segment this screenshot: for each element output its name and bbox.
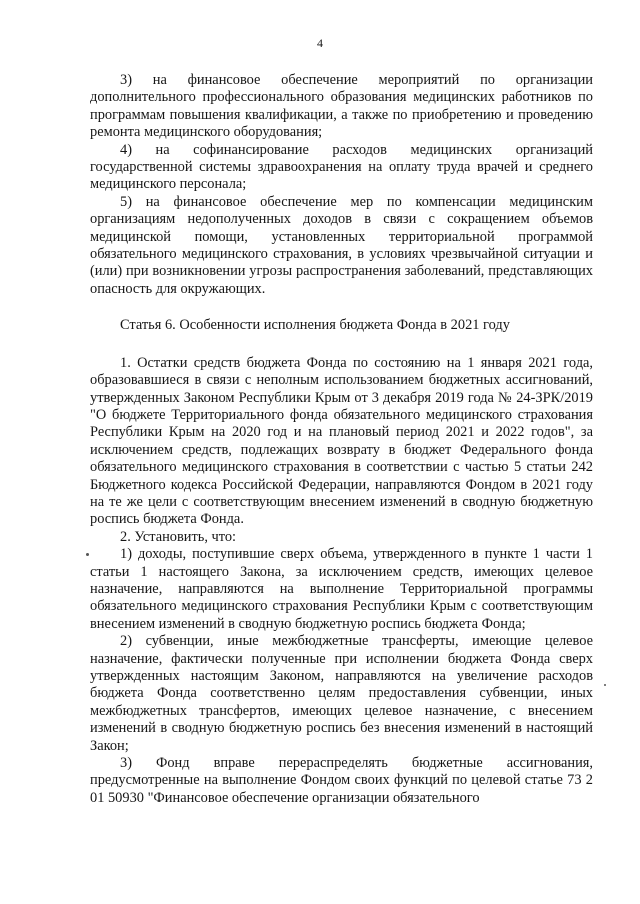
page-number: 4 <box>317 36 323 50</box>
paragraph-clause-1: 1. Остатки средств бюджета Фонда по состоянию на 1 января 2021 года, образовавшиеся в связи с неполным использованием бюджетных ассигнований, утвержденных Законом Республики Крым от 3 декабря 2019 года № 24-ЗРК/2019 "О бюджете Территориального фонда обязательного медицинского страхования Республики Крым на 2020 год и на плановый период 2021 и 2022 годов", за исключением средств, подлежащих возврату в бюджет Федерального фонда обязательного медицинского страхования в соответствии с частью 5 статьи 242 Бюджетного кодекса Российской Федерации, направляются Фондом в 2021 году на те же цели с соответствующим внесением изменений в сводную бюджетную роспись бюджета Фонда. <box>90 354 593 528</box>
scan-speck <box>604 684 606 686</box>
paragraph-subitem-1: 1) доходы, поступившие сверх объема, утвержденного в пункте 1 части 1 статьи 1 настоящего Закона, за исключением средств, имеющих целевое назначение, направляются на выполнение Территориальной программы обязательного медицинского страхования Республики Крым с соответствующим внесением изменений в сводную бюджетную роспись бюджета Фонда; <box>90 546 593 632</box>
paragraph-item-4: 4) на софинансирование расходов медицинских организаций государственной системы здравоохранения на оплату труда врачей и среднего медицинского персонала; <box>90 141 593 193</box>
paragraph-subitem-2: 2) субвенции, иные межбюджетные трансферты, имеющие целевое назначение, фактически полученные при исполнении бюджета Фонда сверх утвержденных настоящим Законом, направляются на увеличение расходов бюджета Фонда соответственно целям предоставления субвенции, иных межбюджетных трансфертов, имеющих целевое назначение, с внесением изменений в сводную бюджетную роспись без внесения изменений в настоящий Закон; <box>90 633 593 754</box>
paragraph-subitem-3: 3) Фонд вправе перераспределять бюджетные ассигнования, предусмотренные на выполнение Фондом своих функций по целевой статье 73 2 01 50930 "Финансовое обеспечение организации обязательного <box>90 755 593 806</box>
paragraph-clause-2: 2. Установить, что: <box>120 528 237 545</box>
article-heading: Статья 6. Особенности исполнения бюджета Фонда в 2021 году <box>120 317 510 334</box>
document-body <box>90 72 593 807</box>
paragraph-item-5: 5) на финансовое обеспечение мер по компенсации медицинским организациям недополученных доходов в связи с сокращением объемов медицинской помощи, установленных территориальной программой обязательного медицинского страхования, в условиях чрезвычайной ситуации и (или) при возникновении угрозы распространения заболеваний, представляющих опасность для окружающих. <box>90 193 593 297</box>
scan-speck <box>86 553 89 556</box>
paragraph-item-3: 3) на финансовое обеспечение мероприятий по организации дополнительного профессионального образования медицинских работников по программам повышения квалификации, а также по приобретению и проведению ремонта медицинского оборудования; <box>90 72 593 141</box>
